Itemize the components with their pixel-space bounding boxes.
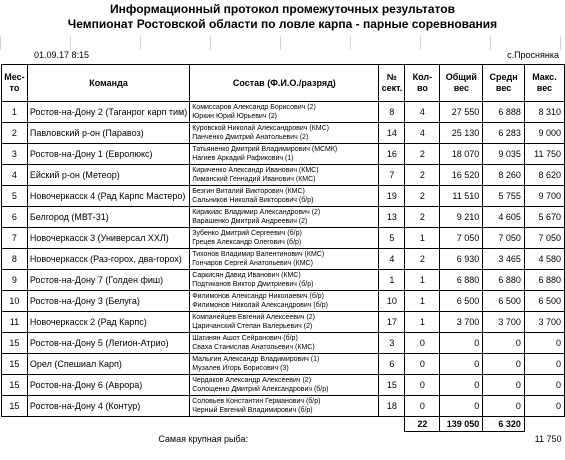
- team-cell: Новочеркасск 4 (Рад Карпс Мастеро): [27, 186, 189, 207]
- team-cell: Ростов-на-Дону 4 (Контур): [27, 396, 189, 417]
- member-1: Кирикиас Владимир Александрович (2): [192, 209, 321, 216]
- count-cell: 2: [405, 165, 440, 186]
- member-1: Филимонов Александр Николаевич (б/р): [192, 293, 325, 300]
- member-1: Зубенко Дмитрий Сергеевич (б/р): [192, 230, 302, 237]
- max-weight-cell: 6 880: [524, 270, 564, 291]
- place-cell: 4: [2, 165, 28, 186]
- totals-weight: 139 050: [440, 417, 483, 432]
- max-weight-cell: 4 580: [524, 249, 564, 270]
- member-2: Лиманский Геннадий Иванович (КМС): [192, 176, 316, 183]
- col-sector-header: № сект.: [379, 65, 405, 102]
- table-row: [2, 375, 565, 396]
- place-cell: 15: [2, 333, 28, 354]
- avg-weight-cell: 5 755: [483, 186, 525, 207]
- members-cell: [190, 123, 379, 144]
- place-cell: 3: [2, 144, 28, 165]
- totals-row: [2, 417, 565, 432]
- count-cell: 1: [405, 312, 440, 333]
- total-weight-cell: 11 510: [440, 186, 483, 207]
- member-1: Соловьев Константин Германович (б/р): [192, 398, 321, 405]
- table-row: [2, 186, 565, 207]
- table-row: [2, 270, 565, 291]
- member-2: Музалев Игорь Борисович (3): [192, 365, 289, 372]
- protocol-title: Информационный протокол промежуточных результатов: [110, 2, 455, 16]
- table-row: [2, 102, 565, 123]
- member-2: Гончаров Сергей Анатольевич (КМС): [192, 260, 313, 267]
- max-weight-cell: 8 620: [524, 165, 564, 186]
- count-cell: 4: [405, 102, 440, 123]
- avg-weight-cell: 6 888: [483, 102, 525, 123]
- team-cell: Павловский р-он (Паравоз): [27, 123, 189, 144]
- totals-avg: 6 320: [483, 417, 525, 432]
- max-weight-cell: 9 000: [524, 123, 564, 144]
- max-weight-cell: 6 500: [524, 291, 564, 312]
- total-weight-cell: 6 500: [440, 291, 483, 312]
- count-cell: 4: [405, 123, 440, 144]
- member-1: Татьяненко Дмитрий Владимирович (МСМК): [192, 146, 338, 153]
- table-row: [2, 207, 565, 228]
- member-2: Варашенко Дмитрий Андреевич (2): [192, 218, 308, 225]
- member-2: Сальников Николай Викторович (б/р): [192, 197, 314, 204]
- sector-cell: 17: [379, 312, 405, 333]
- team-cell: Белгород (МВТ-31): [27, 207, 189, 228]
- championship-title: Чемпионат Ростовской области по ловле карпа - парные соревнования: [67, 17, 498, 31]
- col-avg-header: Средн вес: [483, 65, 525, 102]
- max-weight-cell: 9 700: [524, 186, 564, 207]
- col-team-header: Команда: [27, 65, 189, 102]
- members-cell: [190, 165, 379, 186]
- table-row: [2, 249, 565, 270]
- sector-cell: 1: [379, 270, 405, 291]
- count-cell: 0: [405, 354, 440, 375]
- member-2: Черный Евгений Владимирович (б/р): [192, 407, 313, 414]
- max-weight-cell: 0: [524, 375, 564, 396]
- member-2: Подтиканов Виктор Дмитриевич (б/р): [192, 281, 314, 288]
- total-weight-cell: 3 700: [440, 312, 483, 333]
- member-2: Нагиев Аркадий Рафикович (1): [192, 155, 294, 162]
- member-1: Куровской Николай Александрович (КМС): [192, 125, 329, 132]
- team-cell: Ейский р-он (Метеор): [27, 165, 189, 186]
- member-2: Филимонов Николай Александрович (б/р): [192, 302, 328, 309]
- avg-weight-cell: 8 260: [483, 165, 525, 186]
- total-weight-cell: 0: [440, 396, 483, 417]
- member-1: Чердаков Александр Алексеевич (2): [192, 377, 312, 384]
- sector-cell: 10: [379, 291, 405, 312]
- team-cell: Новочеркасск (Раз-горох, два-горох): [27, 249, 189, 270]
- members-cell: [190, 186, 379, 207]
- place-cell: 15: [2, 396, 28, 417]
- place-cell: 8: [2, 249, 28, 270]
- place-cell: 11: [2, 312, 28, 333]
- max-weight-cell: 3 700: [524, 312, 564, 333]
- team-cell: Ростов-на-Дону 7 (Голден фиш): [27, 270, 189, 291]
- sector-cell: 5: [379, 228, 405, 249]
- total-weight-cell: 0: [440, 375, 483, 396]
- team-cell: Новочеркасск 2 (Рад Карпс): [27, 312, 189, 333]
- member-2: Юркин Юрий Юрьевич (2): [192, 113, 277, 120]
- total-weight-cell: 0: [440, 354, 483, 375]
- total-weight-cell: 27 550: [440, 102, 483, 123]
- sector-cell: 14: [379, 123, 405, 144]
- table-row: [2, 228, 565, 249]
- totals-count: 22: [405, 417, 440, 432]
- results-table: [1, 64, 565, 446]
- sheet-gridlines: [0, 36, 565, 50]
- col-members-header: Состав (Ф.И.О./разряд): [190, 65, 379, 102]
- avg-weight-cell: 3 465: [483, 249, 525, 270]
- max-weight-cell: 8 310: [524, 102, 564, 123]
- members-cell: [190, 228, 379, 249]
- member-2: Панченко Дмитрий Анатольевич (2): [192, 134, 309, 141]
- avg-weight-cell: 9 035: [483, 144, 525, 165]
- header-row: [2, 65, 565, 102]
- count-cell: 1: [405, 291, 440, 312]
- protocol-date: 01.09.17 8:15: [34, 50, 90, 60]
- avg-weight-cell: 3 700: [483, 312, 525, 333]
- sector-cell: 13: [379, 207, 405, 228]
- total-weight-cell: 18 070: [440, 144, 483, 165]
- table-row: [2, 291, 565, 312]
- total-weight-cell: 9 210: [440, 207, 483, 228]
- count-cell: 2: [405, 249, 440, 270]
- member-2: Царичанский Степан Валерьевич (2): [192, 323, 313, 330]
- place-cell: 2: [2, 123, 28, 144]
- total-weight-cell: 0: [440, 333, 483, 354]
- member-1: Безгин Виталий Викторович (КМС): [192, 188, 305, 195]
- max-weight-cell: 0: [524, 333, 564, 354]
- members-cell: [190, 207, 379, 228]
- count-cell: 0: [405, 375, 440, 396]
- col-place-header: Мес-то: [2, 65, 28, 102]
- sector-cell: 4: [379, 249, 405, 270]
- table-row: [2, 333, 565, 354]
- table-row: [2, 354, 565, 375]
- avg-weight-cell: 6 880: [483, 270, 525, 291]
- total-weight-cell: 6 880: [440, 270, 483, 291]
- table-row: [2, 123, 565, 144]
- place-cell: 1: [2, 102, 28, 123]
- col-total-header: Общий вес: [440, 65, 483, 102]
- count-cell: 2: [405, 186, 440, 207]
- biggest-fish-value: 11 750: [534, 433, 562, 444]
- count-cell: 0: [405, 396, 440, 417]
- max-weight-cell: 5 670: [524, 207, 564, 228]
- place-cell: 6: [2, 207, 28, 228]
- total-weight-cell: 7 050: [440, 228, 483, 249]
- team-cell: Ростов-на-Дону 5 (Легион-Атрио): [27, 333, 189, 354]
- place-cell: 10: [2, 291, 28, 312]
- sector-cell: 16: [379, 144, 405, 165]
- table-row: [2, 165, 565, 186]
- sector-cell: 3: [379, 333, 405, 354]
- members-cell: [190, 102, 379, 123]
- members-cell: [190, 249, 379, 270]
- sector-cell: 15: [379, 375, 405, 396]
- count-cell: 2: [405, 207, 440, 228]
- member-1: Комиссаров Александр Борисович (2): [192, 104, 316, 111]
- table-row: [2, 396, 565, 417]
- team-cell: Новочеркасск 3 (Универсал ХХЛ): [27, 228, 189, 249]
- member-1: Шагинян Ашот Сейранович (б/р): [192, 335, 298, 342]
- member-1: Компанейцев Евгений Алексеевич (2): [192, 314, 316, 321]
- members-cell: [190, 375, 379, 396]
- sector-cell: 6: [379, 354, 405, 375]
- count-cell: 1: [405, 270, 440, 291]
- place-cell: 7: [2, 228, 28, 249]
- total-weight-cell: 16 520: [440, 165, 483, 186]
- count-cell: 0: [405, 333, 440, 354]
- avg-weight-cell: 0: [483, 354, 525, 375]
- place-cell: 9: [2, 270, 28, 291]
- place-cell: 5: [2, 186, 28, 207]
- avg-weight-cell: 6 500: [483, 291, 525, 312]
- sector-cell: 19: [379, 186, 405, 207]
- members-cell: [190, 270, 379, 291]
- biggest-fish-label: Самая крупная рыба:: [158, 433, 248, 444]
- members-cell: [190, 312, 379, 333]
- member-1: Саркисян Давид Иванович (КМС): [192, 272, 301, 279]
- table-row: [2, 312, 565, 333]
- total-weight-cell: 25 130: [440, 123, 483, 144]
- max-weight-cell: 7 050: [524, 228, 564, 249]
- competition-place: с.Проснянка: [507, 50, 559, 60]
- avg-weight-cell: 0: [483, 396, 525, 417]
- place-cell: 15: [2, 354, 28, 375]
- member-2: Сваха Станислав Анатольевич (КМС): [192, 344, 315, 351]
- sector-cell: 7: [379, 165, 405, 186]
- total-weight-cell: 6 930: [440, 249, 483, 270]
- avg-weight-cell: 4 605: [483, 207, 525, 228]
- avg-weight-cell: 6 283: [483, 123, 525, 144]
- max-weight-cell: 0: [524, 396, 564, 417]
- col-count-header: Кол-во: [405, 65, 440, 102]
- member-1: Кириченко Александр Иванович (КМС): [192, 167, 319, 174]
- max-weight-cell: 0: [524, 354, 564, 375]
- team-cell: Ростов-на-Дону 2 (Таганрог карп тим): [27, 102, 189, 123]
- table-row: [2, 144, 565, 165]
- members-cell: [190, 333, 379, 354]
- count-cell: 1: [405, 228, 440, 249]
- member-2: Солощенко Дмитрий Александрович (б/р): [192, 386, 329, 393]
- team-cell: Ростов-на-Дону 1 (Евролюкс): [27, 144, 189, 165]
- members-cell: [190, 144, 379, 165]
- avg-weight-cell: 7 050: [483, 228, 525, 249]
- avg-weight-cell: 0: [483, 375, 525, 396]
- members-cell: [190, 354, 379, 375]
- team-cell: Ростов-на-Дону 3 (Белуга): [27, 291, 189, 312]
- col-max-header: Макс. вес: [524, 65, 564, 102]
- sector-cell: 18: [379, 396, 405, 417]
- member-2: Грецев Александр Олегович (б/р): [192, 239, 302, 246]
- members-cell: [190, 396, 379, 417]
- team-cell: Ростов-на-Дону 6 (Аврора): [27, 375, 189, 396]
- members-cell: [190, 291, 379, 312]
- count-cell: 2: [405, 144, 440, 165]
- biggest-fish-row: [2, 432, 565, 447]
- member-1: Малыгин Александр Владимирович (1): [192, 356, 320, 363]
- avg-weight-cell: 0: [483, 333, 525, 354]
- sector-cell: 8: [379, 102, 405, 123]
- max-weight-cell: 11 750: [524, 144, 564, 165]
- team-cell: Орел (Спешиал Карп): [27, 354, 189, 375]
- member-1: Тихонов Владимир Валентинович (КМС): [192, 251, 325, 258]
- place-cell: 15: [2, 375, 28, 396]
